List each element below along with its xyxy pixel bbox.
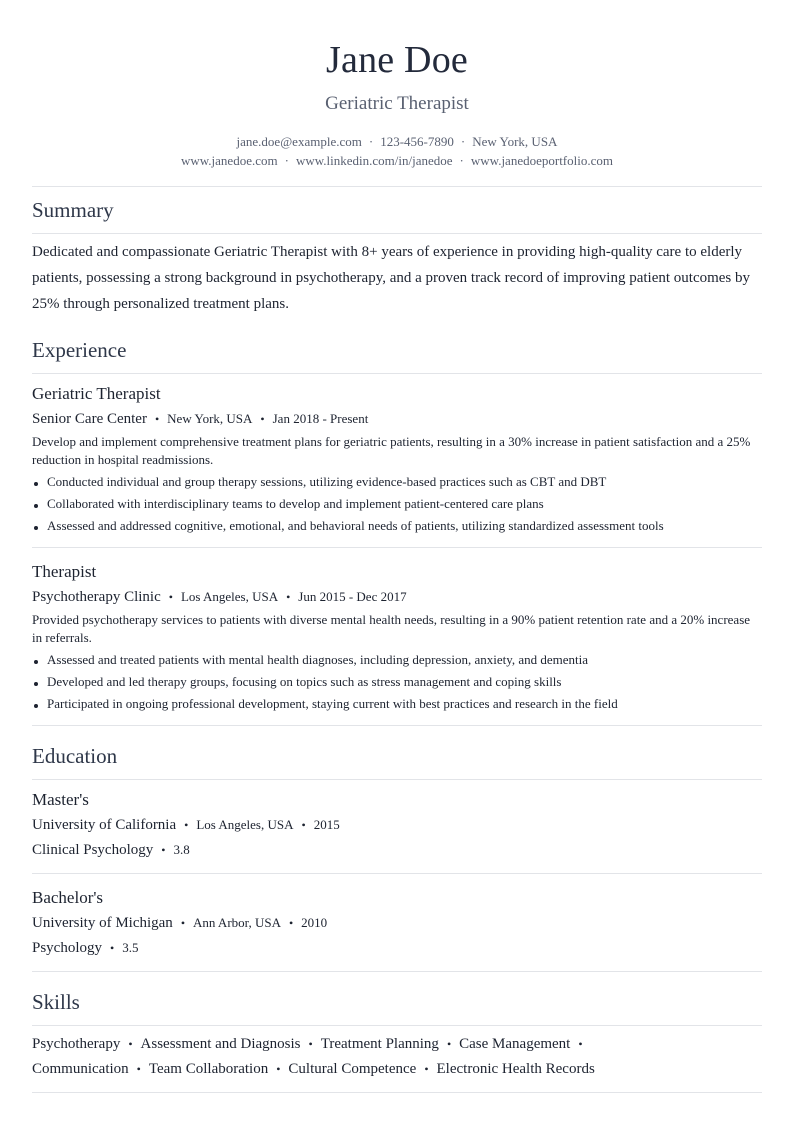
linkedin-link[interactable]: www.linkedin.com/in/janedoe — [295, 153, 453, 168]
skill-separator: • — [446, 1037, 452, 1051]
skill-item: Treatment Planning — [320, 1036, 439, 1052]
field-meta — [32, 840, 762, 860]
job-bullets — [32, 649, 762, 715]
school-name: University of California — [32, 817, 177, 833]
list-item: Participated in ongoing professional development, staying current with best practices and research in the field — [32, 693, 762, 715]
skill-item: Electronic Health Records — [436, 1061, 595, 1077]
portfolio-link[interactable]: www.janedoeportfolio.com — [470, 153, 613, 168]
gpa-value: 3.5 — [122, 940, 139, 955]
skill-separator: • — [276, 1062, 281, 1076]
divider — [32, 547, 762, 548]
degree-name: Bachelor's — [32, 888, 104, 907]
education-heading: Education — [32, 744, 118, 768]
experience-entry — [32, 383, 762, 537]
skill-separator: • — [578, 1037, 583, 1051]
resume-header — [32, 0, 762, 170]
skill-separator: • — [128, 1037, 133, 1051]
education-entry — [32, 887, 762, 958]
skill-item: Communication — [32, 1061, 129, 1077]
job-title: Therapist — [32, 562, 97, 581]
divider — [32, 373, 762, 374]
school-location: Los Angeles, USA — [196, 817, 294, 832]
meta-separator: • — [168, 590, 173, 604]
meta-separator: • — [288, 916, 294, 930]
experience-heading: Experience — [32, 338, 127, 362]
website-link[interactable]: www.janedoe.com — [180, 153, 278, 168]
location-text: New York, USA — [472, 134, 558, 149]
job-dates: Jan 2018 - Present — [272, 411, 369, 426]
education-meta — [32, 913, 762, 933]
meta-separator: • — [180, 916, 186, 930]
skill-separator: • — [136, 1062, 141, 1076]
phone-text: 123-456-7890 — [380, 134, 454, 149]
skill-item: Assessment and Diagnosis — [140, 1036, 301, 1052]
divider — [32, 233, 762, 234]
resume-page — [32, 0, 762, 1093]
list-item: Conducted individual and group therapy sessions, utilizing evidence-based practices such as CBT and DBT — [32, 471, 762, 493]
job-title: Geriatric Therapist — [32, 384, 161, 403]
field-of-study: Clinical Psychology — [32, 842, 154, 858]
divider — [32, 1092, 762, 1093]
skills-heading: Skills — [32, 990, 80, 1014]
job-dates: Jun 2015 - Dec 2017 — [298, 589, 407, 604]
skill-item: Case Management — [459, 1036, 571, 1052]
email-link[interactable]: jane.doe@example.com — [236, 134, 362, 149]
summary-text: Dedicated and compassionate Geriatric Therapist with 8+ years of experience in providing high-quality care to elderly patients, possessing a strong background in psychotherapy, and a proven track record of improving patient outcomes by 25% through personalized treatment plans. — [32, 244, 751, 312]
divider — [32, 186, 762, 187]
company-name: Senior Care Center — [32, 411, 147, 427]
job-meta — [32, 587, 762, 607]
education-section — [32, 743, 762, 972]
summary-heading: Summary — [32, 198, 114, 222]
divider — [32, 971, 762, 972]
job-meta — [32, 409, 762, 429]
summary-section — [32, 197, 762, 317]
education-entry — [32, 789, 762, 860]
meta-separator: • — [110, 941, 115, 955]
experience-entry — [32, 561, 762, 715]
divider — [32, 725, 762, 726]
candidate-title: Geriatric Therapist — [325, 93, 469, 114]
contact-row-links — [32, 151, 762, 170]
meta-separator: • — [286, 590, 291, 604]
contact-separator: · — [459, 153, 464, 168]
contact-separator: · — [460, 134, 466, 149]
job-location: New York, USA — [167, 411, 253, 426]
skill-item: Team Collaboration — [148, 1061, 269, 1077]
school-name: University of Michigan — [32, 915, 173, 931]
skill-separator: • — [424, 1062, 429, 1076]
list-item: Collaborated with interdisciplinary teams to develop and implement patient-centered care plans — [32, 493, 762, 515]
degree-name: Master's — [32, 790, 89, 809]
skill-item: Psychotherapy — [32, 1036, 121, 1052]
meta-separator: • — [161, 843, 166, 857]
list-item: Assessed and addressed cognitive, emotional, and behavioral needs of patients, utilizing standardized assessment tools — [32, 515, 762, 537]
contact-separator: · — [284, 153, 289, 168]
skill-item: Cultural Competence — [288, 1061, 417, 1077]
contact-separator: · — [368, 134, 374, 149]
skills-section — [32, 989, 762, 1093]
list-item: Assessed and treated patients with mental health diagnoses, including depression, anxiety, and dementia — [32, 649, 762, 671]
meta-separator: • — [184, 818, 189, 832]
school-location: Ann Arbor, USA — [193, 915, 281, 930]
job-location: Los Angeles, USA — [180, 589, 279, 604]
divider — [32, 873, 762, 874]
meta-separator: • — [301, 818, 306, 832]
graduation-year: 2015 — [313, 817, 340, 832]
candidate-name: Jane Doe — [326, 39, 468, 81]
job-bullets — [32, 471, 762, 537]
gpa-value: 3.8 — [173, 842, 190, 857]
job-description: Develop and implement comprehensive treatment plans for geriatric patients, resulting in a 30% increase in patient satisfaction and a 25% reduction in hospital readmissions. — [32, 434, 751, 467]
divider — [32, 1025, 762, 1026]
list-item: Developed and led therapy groups, focusing on topics such as stress management and coping skills — [32, 671, 762, 693]
field-of-study: Psychology — [32, 940, 103, 956]
education-meta — [32, 815, 762, 835]
meta-separator: • — [260, 412, 265, 426]
job-description: Provided psychotherapy services to patients with diverse mental health needs, resulting in a 90% patient retention rate and a 20% increase in referrals. — [32, 612, 751, 645]
experience-section — [32, 337, 762, 726]
skills-list — [32, 1032, 762, 1082]
skill-separator: • — [308, 1037, 313, 1051]
meta-separator: • — [154, 412, 160, 426]
contact-row-primary — [32, 132, 762, 151]
graduation-year: 2010 — [301, 915, 328, 930]
field-meta — [32, 938, 762, 958]
divider — [32, 779, 762, 780]
company-name: Psychotherapy Clinic — [32, 589, 161, 605]
